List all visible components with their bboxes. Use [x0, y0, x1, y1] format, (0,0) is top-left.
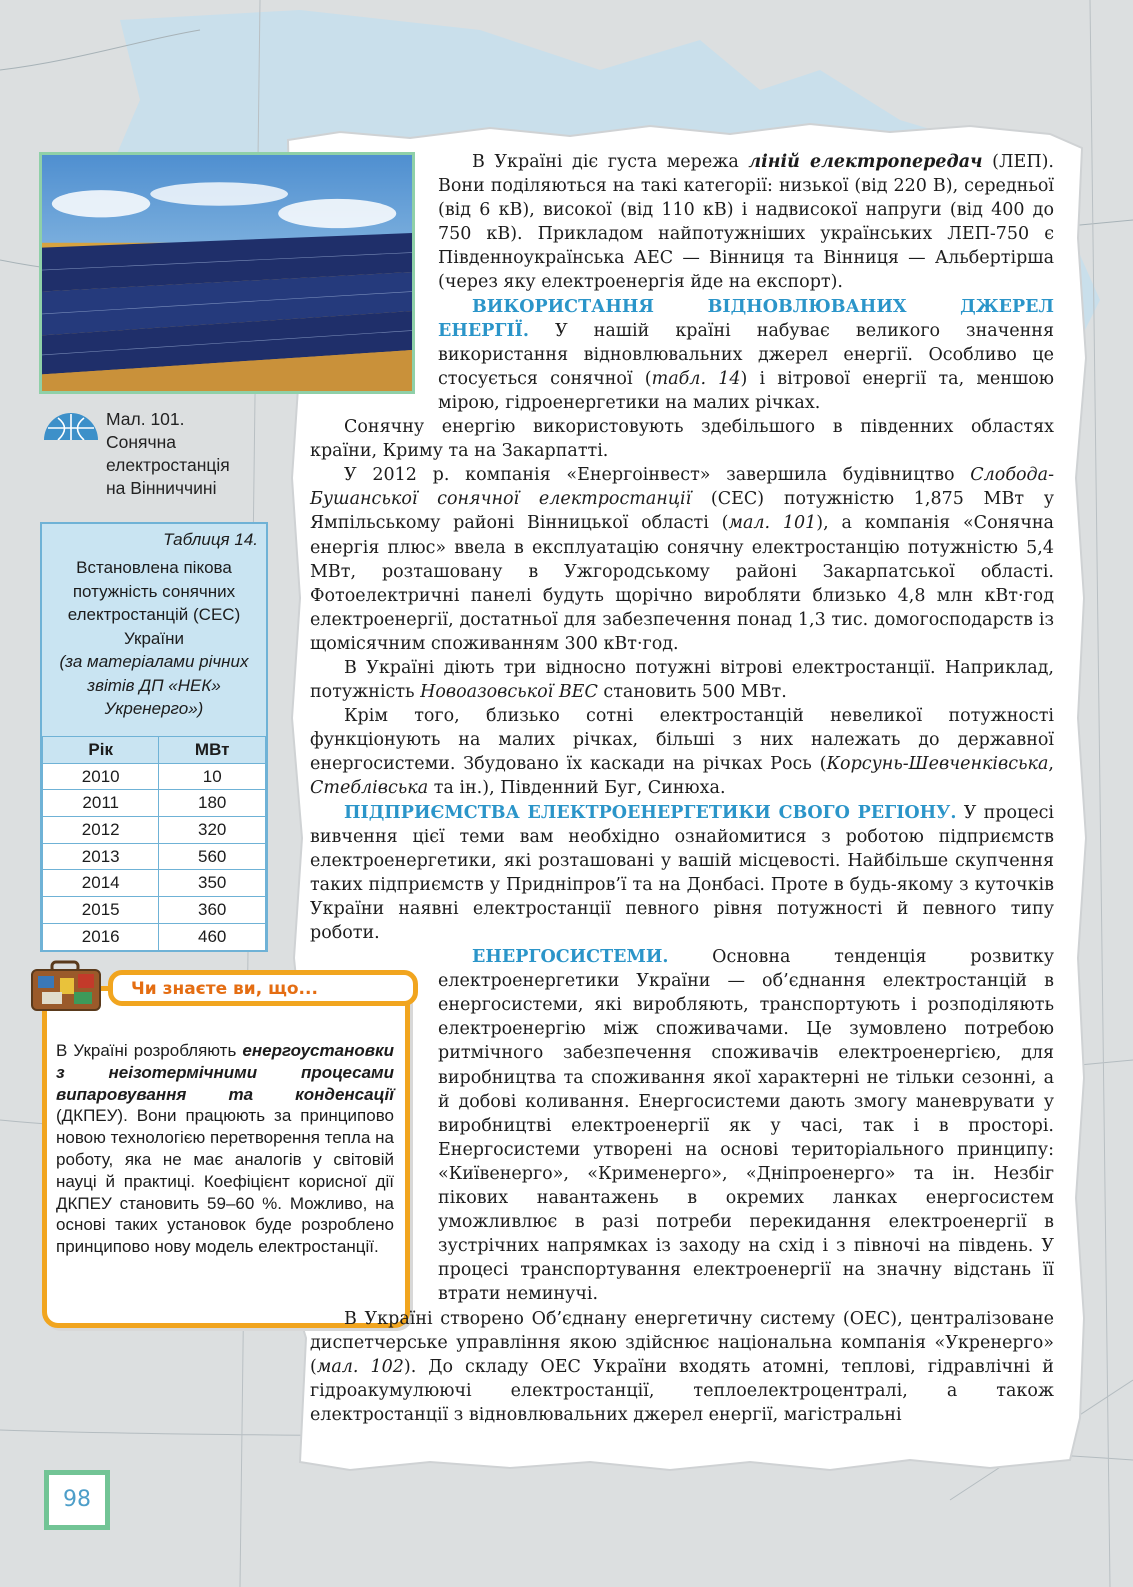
header-year: Рік	[43, 737, 159, 764]
header-mw: МВт	[159, 737, 266, 764]
text-run: та ін.), Південний Буг, Синюха.	[428, 778, 726, 799]
main-text	[310, 150, 1054, 1427]
plant-name: Слобода-Бушанської сонячної електростанції	[310, 465, 1054, 510]
year-cell: 2016	[43, 923, 159, 950]
year-cell: 2011	[43, 790, 159, 817]
text-run: В Україні діють три відносно потужні вітрові електростанції. Наприклад, потужність	[310, 657, 1054, 703]
suitcase-icon	[30, 960, 102, 1012]
text-run: (ЛЕП). Вони поділяються на такі категорії: низької (від 220 В), середньої (від 6 кВ), високої (від 110 кВ) і надвисокої напруги (від 400 до 750 кВ). Прикладом найпотужніших українських ЛЕП-750 є Південноукраїнська АЕС — Вінниця та Вінниця — Альбертірша (через яку електроенергія йде на експорт).	[438, 152, 1054, 293]
table-row	[43, 817, 266, 844]
section-heading: ПІДПРИЄМСТВА ЕЛЕКТРОЕНЕРГЕТИКИ СВОГО РЕГІОНУ.	[344, 802, 957, 823]
year-cell: 2013	[43, 843, 159, 870]
text-run: У процесі вивчення цієї теми вам необхідно ознайомитися з роботою підприємств електроенергетики, які розташовані у вашій місцевості. Найбільше скупчення таких підприємств у Придніпров’ї та на Донбасі. Проте в будь-якому з куточків України наявні електростанції певного рівня потужності й певного типу роботи.	[310, 802, 1054, 943]
table-number: Таблиця 14.	[163, 530, 258, 549]
dyk-text-part: В Україні розробляють	[56, 1041, 243, 1060]
table-row	[43, 790, 266, 817]
mw-cell: 10	[159, 763, 266, 790]
caption-line: на Вінниччині	[106, 478, 217, 498]
section-heading: ЕНЕРГОСИСТЕМИ.	[472, 947, 669, 968]
reference: мал. 102	[316, 1356, 404, 1377]
year-cell: 2014	[43, 870, 159, 897]
text-run: Основна тенденція розвитку електроенергетики України — об’єднання електростанцій в енергосистеми, які виробляють, транспортують і розподіляють електроенергію між споживачами. Це зумовлено потребою ритмічного забезпечення споживачів електроенергією, для виробництва та споживання якої характерні не тільки сезонні, а й добові коливання. Енергосистеми дають змогу маневрувати у виробництві електроенергії як у часі, так і в просторі. Енергосистеми утворені на основі територіального принципу: «Київенерго», «Крименерго», «Дніпроенерго» та ін. Незбіг пікових навантажень в окремих ланках енергосистем уможливлює в разі потреби перекидання електроенергії в зустрічних напрямках із заходу на схід і з півночі на південь. У процесі транспортування електроенергії на значну відстань її втрати неминучі.	[438, 947, 1054, 1305]
paragraph-wind	[310, 656, 1054, 704]
table-row	[43, 843, 266, 870]
section-heading: ВИКОРИСТАННЯ ВІДНОВЛЮВАНИХ ДЖЕРЕЛ ЕНЕРГІЇ.	[438, 296, 1054, 341]
paragraph-power-lines	[310, 150, 1054, 295]
solar-capacity-table	[42, 736, 266, 951]
plant-name: Корсунь-Шевченківська	[826, 754, 1049, 775]
text-run: В Україні створено Об’єднану енергетичну систему (ОЕС), централізоване диспетчерське управління якою здійснює національна компанія «Укренерго» (	[310, 1308, 1054, 1377]
figure-caption	[42, 408, 292, 500]
mw-cell: 460	[159, 923, 266, 950]
paragraph-solar: Сонячну енергію використовують здебільшого в південних областях країни, Криму та на Закарпатті.	[310, 417, 1054, 462]
globe-icon	[42, 410, 100, 440]
paragraph-renewables	[310, 295, 1054, 415]
mw-cell: 360	[159, 897, 266, 924]
plant-name: Стеблівська	[310, 778, 429, 799]
paragraph-small-hydro	[310, 704, 1054, 800]
table-row	[43, 923, 266, 950]
did-you-know-heading: Чи знаєте ви, що...	[108, 970, 418, 1006]
plant-name: Новоазовської ВЕС	[420, 682, 598, 703]
year-cell: 2010	[43, 763, 159, 790]
text-run: ,	[1048, 754, 1054, 775]
text-run: В Україні діє густа мережа	[472, 152, 749, 172]
mw-cell: 560	[159, 843, 266, 870]
paragraph-solar-plants	[310, 463, 1054, 656]
mw-cell: 320	[159, 817, 266, 844]
text-run: становить 500 МВт.	[597, 682, 787, 703]
table-source: (за матеріалами річних звітів ДП «НЕК» Укренерго»)	[59, 652, 249, 718]
paragraph-energy-systems	[310, 945, 1054, 1306]
paragraph-regional-enterprises	[310, 801, 1054, 946]
paragraph-unified-system	[310, 1307, 1054, 1427]
text-run: (СЕС) потужністю 1,875 МВт у Ямпільському районі Вінницької області (	[310, 489, 1054, 534]
table-title: Встановлена пікова потужність сонячних електростанцій (СЕС) України	[67, 558, 241, 648]
mw-cell: 180	[159, 790, 266, 817]
solar-capacity-table-box	[40, 522, 268, 952]
text-run: ), а компанія «Сонячна енергія плюс» ввела в експлуатацію сонячну електростанцію потужністю 5,4 МВт, розташовану в Ужгородському районі Закарпатської області. Фотоелектричні панелі будуть щорічно виробляти близько 4,8 млн кВт·год електроенергії, достатньої для забезпечення понад 1,3 тис. домогосподарств із щомісячним споживанням 300 кВт·год.	[310, 513, 1054, 654]
term: ліній електропередач	[748, 152, 983, 172]
caption-line: електростанція	[106, 455, 230, 475]
caption-line: Мал. 101.	[106, 409, 185, 429]
dyk-term: енергоустановки з неізотермічними процесами випаровування та конденсації	[56, 1041, 394, 1104]
text-run: У нашій країні набуває великого значення використання відновлювальних джерел енергії. Особливо це стосується сонячної (	[438, 320, 1054, 389]
text-run: Крім того, близько сотні електростанцій невеликої потужності функціонують на малих річках, більші з них належать до державної енергосистеми. Збудовано їх каскади на річках Рось (	[310, 706, 1054, 775]
table-row	[43, 763, 266, 790]
text-run: ). До складу ОЕС України входять атомні, теплові, гідравлічні й гідроакумулюючі електростанції, теплоелектроцентралі, а також електростанції з відновлювальних джерел енергії, магістральні	[310, 1356, 1054, 1425]
dyk-text-part: (ДКПЕУ). Вони працюють за принципово новою технологією перетворення тепла на роботу, яка не має аналогів у світовій науці й практиці. Коефіцієнт корисної дії ДКПЕУ становить 59–60 %. Можливо, на основі таких установок буде розроблено принципово нову модель електростанції.	[56, 1106, 394, 1257]
table-row	[43, 897, 266, 924]
reference: мал. 101	[728, 513, 817, 534]
table-header-row	[43, 737, 266, 764]
mw-cell: 350	[159, 870, 266, 897]
text-run: У 2012 р. компанія «Енергоінвест» завершила будівництво	[344, 465, 971, 486]
reference: табл. 14	[651, 368, 741, 389]
year-cell: 2015	[43, 897, 159, 924]
year-cell: 2012	[43, 817, 159, 844]
text-run: ) і вітрової енергії та, меншою мірою, гідроенергетики на малих річках.	[438, 368, 1054, 413]
page-number: 98	[44, 1470, 110, 1530]
table-row	[43, 870, 266, 897]
caption-line: Сонячна	[106, 432, 177, 452]
